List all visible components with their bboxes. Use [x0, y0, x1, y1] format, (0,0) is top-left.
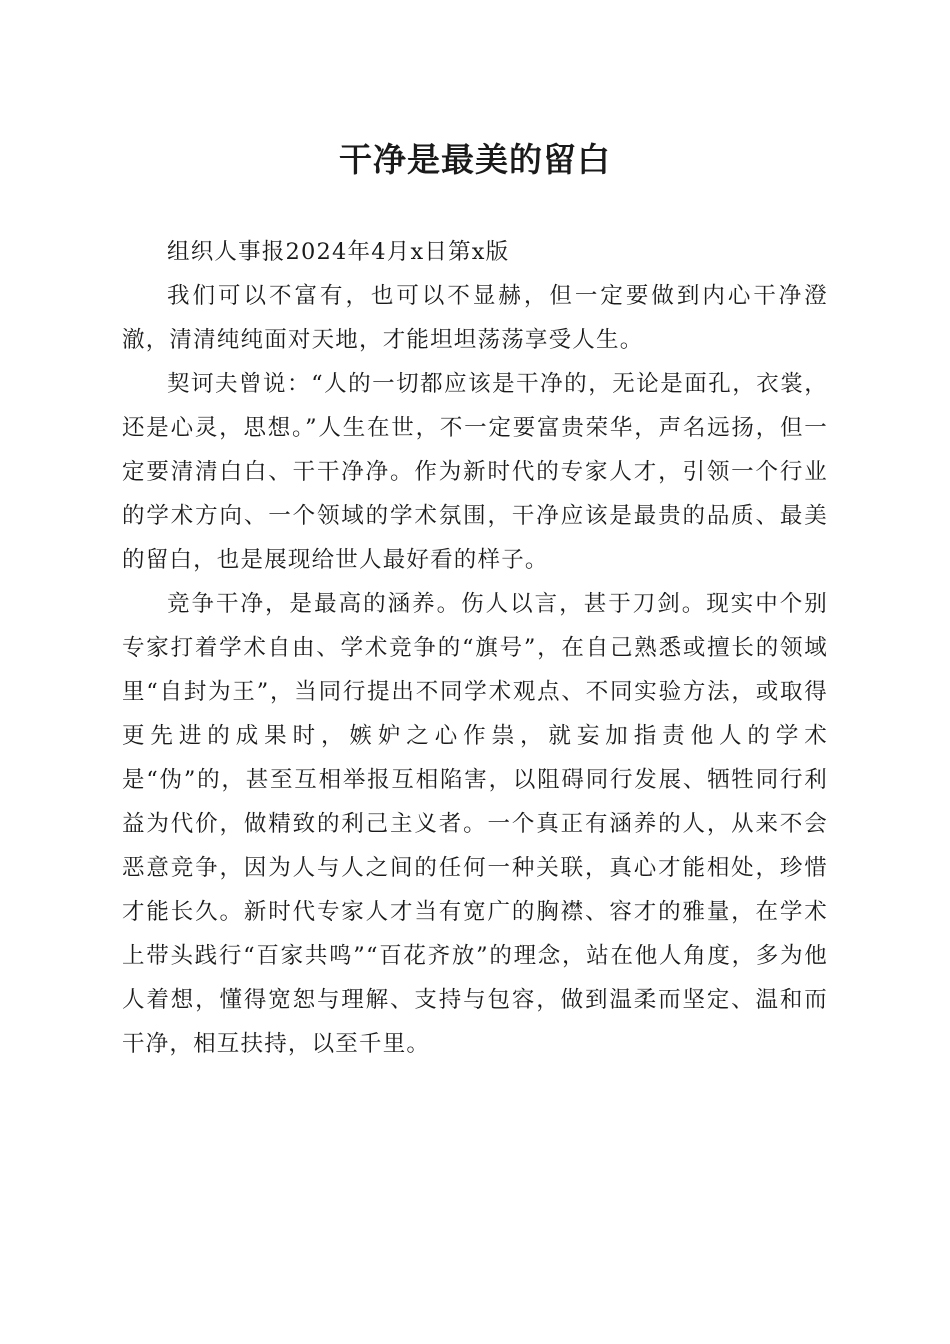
paragraph-2: 契诃夫曾说：“人的一切都应该是干净的，无论是面孔，衣裳，还是心灵，思想。”人生在世，不一定要富贵荣华，声名远扬，但一定要清清白白、干干净净。作为新时代的专家人才，引领一个行业的学术方向、一个领域的学术氛围，干净应该是最贵的品质、最美的留白，也是展现给世人最好看的样子。: [122, 371, 828, 573]
paragraph-3: 竞争干净，是最高的涵养。伤人以言，甚于刀剑。现实中个别专家打着学术自由、学术竞争的“旗号”，在自己熟悉或擅长的领域里“自封为王”，当同行提出不同学术观点、不同实验方法，或取得更先进的成果时，嫉妒之心作祟，就妄加指责他人的学术是“伪”的，甚至互相举报互相陷害，以阻碍同行发展、牺牲同行利益为代价，做精致的利己主义者。一个真正有涵养的人，从来不会恶意竞争，因为人与人之间的任何一种关联，真心才能相处，珍惜才能长久。新时代专家人才当有宽广的胸襟、容才的雅量，在学术上带头践行“百家共鸣”“百花齐放”的理念，站在他人角度，多为他人着想，懂得宽恕与理解、支持与包容，做到温柔而坚定、温和而干净，相互扶持，以至千里。: [122, 591, 828, 1057]
paragraph-1: 我们可以不富有，也可以不显赫，但一定要做到内心干净澄澈，清清纯纯面对天地，才能坦坦荡荡享受人生。: [122, 283, 828, 353]
source-line: 组织人事报2024年4月x日第x版: [167, 239, 510, 265]
article-body: [122, 230, 828, 1066]
article-title: 干净是最美的留白: [339, 140, 611, 179]
